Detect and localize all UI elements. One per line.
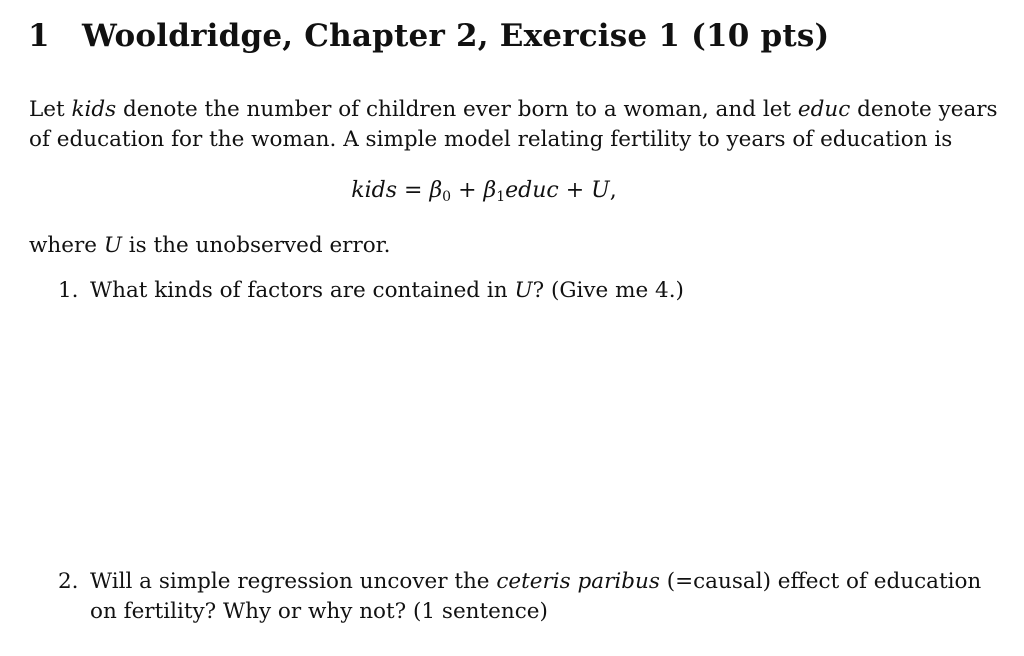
question-text-part: (=causal) effect of education bbox=[659, 569, 982, 594]
eq-plus: + bbox=[451, 178, 484, 203]
intro-line-2: of education for the woman. A simple model relating fertility to years of education is bbox=[29, 127, 953, 152]
section-heading bbox=[28, 18, 829, 54]
eq-equals: = bbox=[397, 178, 430, 203]
question-text-part: ? (Give me 4.) bbox=[532, 278, 684, 303]
eq-comma: , bbox=[609, 178, 617, 203]
var-u: U bbox=[514, 278, 533, 303]
question-text-line-2: on fertility? Why or why not? (1 sentence) bbox=[90, 599, 548, 624]
question-text bbox=[90, 276, 684, 306]
intro-text: denote years bbox=[850, 97, 998, 122]
section-number: 1 bbox=[28, 18, 50, 54]
question-number: 1. bbox=[58, 278, 79, 303]
var-educ: educ bbox=[797, 97, 851, 122]
ceteris-paribus-term: ceteris paribus bbox=[496, 569, 660, 594]
intro-text: Let bbox=[29, 97, 72, 122]
eq-beta1: β bbox=[483, 178, 497, 203]
eq-plus: + bbox=[558, 178, 592, 203]
eq-educ: educ bbox=[505, 178, 559, 203]
eq-u: U bbox=[591, 178, 610, 203]
question-text-part: Will a simple regression uncover the bbox=[90, 569, 497, 594]
eq-beta0: β bbox=[429, 178, 443, 203]
eq-lhs: kids bbox=[351, 178, 398, 203]
model-equation bbox=[0, 178, 968, 205]
eq-sub1: 1 bbox=[496, 189, 506, 205]
var-kids: kids bbox=[71, 97, 117, 122]
question-text-part: What kinds of factors are contained in bbox=[90, 278, 515, 303]
question-number: 2. bbox=[58, 569, 79, 594]
eq-sub0: 0 bbox=[442, 189, 452, 205]
question-1 bbox=[58, 276, 684, 306]
question-text bbox=[90, 567, 981, 597]
intro-paragraph bbox=[29, 95, 998, 155]
var-u: U bbox=[103, 233, 122, 258]
where-text: is the unobserved error. bbox=[121, 233, 391, 258]
intro-text: denote the number of children ever born to a woman, and let bbox=[116, 97, 798, 122]
where-text: where bbox=[29, 233, 104, 258]
intro-line-1 bbox=[29, 95, 998, 125]
section-title: Wooldridge, Chapter 2, Exercise 1 (10 pts) bbox=[82, 18, 830, 54]
where-line bbox=[29, 231, 390, 261]
question-2 bbox=[58, 567, 981, 627]
